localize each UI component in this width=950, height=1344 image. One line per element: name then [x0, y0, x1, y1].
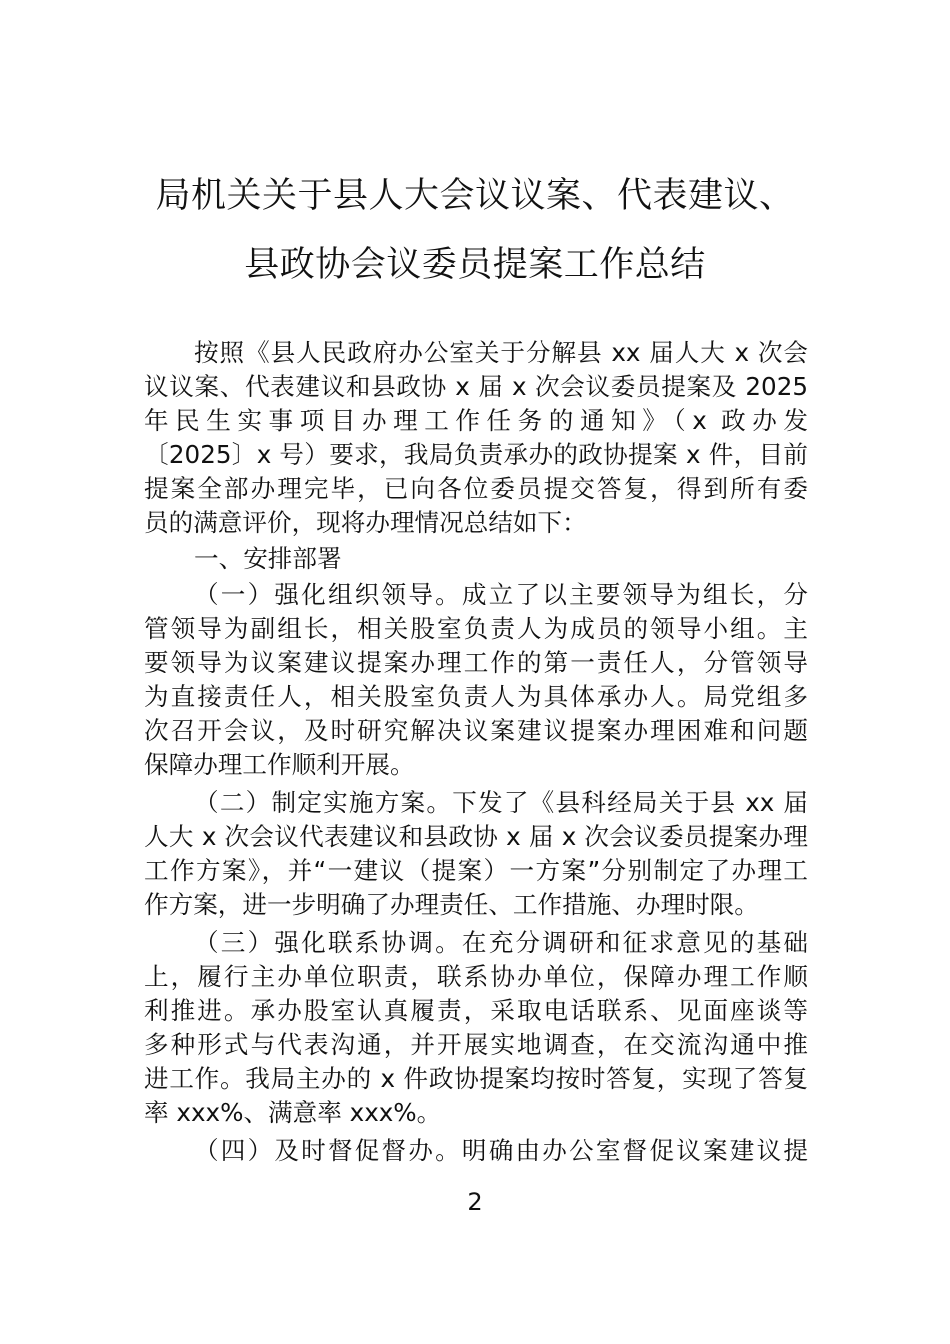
body-line: 人大 x 次会议代表建议和县政协 x 届 x 次会议委员提案办理 [144, 822, 808, 851]
body-line: 多种形式与代表沟通，并开展实地调查，在交流沟通中推 [144, 1030, 808, 1059]
body-line: 年民生实事项目办理工作任务的通知》（x 政办发 [144, 406, 808, 435]
body-line: 议议案、代表建议和县政协 x 届 x 次会议委员提案及 2025 [144, 372, 808, 401]
body-line: 次召开会议，及时研究解决议案建议提案办理困难和问题 [144, 716, 808, 745]
body-line: 利推进。承办股室认真履责，采取电话联系、见面座谈等 [144, 996, 808, 1025]
body-line: 作方案，进一步明确了办理责任、工作措施、办理时限。 [144, 890, 759, 919]
body-line: 管领导为副组长，相关股室负责人为成员的领导小组。主 [144, 614, 808, 643]
body-line: （一）强化组织领导。成立了以主要领导为组长，分 [194, 580, 808, 609]
body-line: 要领导为议案建议提案办理工作的第一责任人，分管领导 [144, 648, 808, 677]
body-line: 工作方案》，并“一建议（提案）一方案”分别制定了办理工 [144, 856, 808, 885]
body-line: （三）强化联系协调。在充分调研和征求意见的基础 [194, 928, 808, 957]
document-title-line-1: 局机关关于县人大会议议案、代表建议、 [155, 176, 795, 216]
body-line: 上，履行主办单位职责，联系协办单位，保障办理工作顺 [144, 962, 808, 991]
body-line: （二）制定实施方案。下发了《县科经局关于县 xx 届 [194, 788, 808, 817]
body-line: 为直接责任人，相关股室负责人为具体承办人。局党组多 [144, 682, 808, 711]
page-number: 2 [467, 1188, 483, 1216]
body-line: 率 xxx%、满意率 xxx%。 [144, 1098, 442, 1127]
body-line: 〔2025〕x 号）要求，我局负责承办的政协提案 x 件，目前 [144, 440, 808, 469]
section-heading: 一、安排部署 [194, 544, 342, 573]
body-line: 保障办理工作顺利开展。 [144, 750, 415, 779]
body-line: 员的满意评价，现将办理情况总结如下： [144, 508, 587, 537]
body-line: 按照《县人民政府办公室关于分解县 xx 届人大 x 次会 [194, 338, 808, 367]
body-line: 提案全部办理完毕，已向各位委员提交答复，得到所有委 [144, 474, 808, 503]
body-line: 进工作。我局主办的 x 件政协提案均按时答复，实现了答复 [144, 1064, 808, 1093]
document-title-line-2: 县政协会议委员提案工作总结 [244, 245, 706, 285]
body-line: （四）及时督促督办。明确由办公室督促议案建议提 [194, 1136, 808, 1165]
